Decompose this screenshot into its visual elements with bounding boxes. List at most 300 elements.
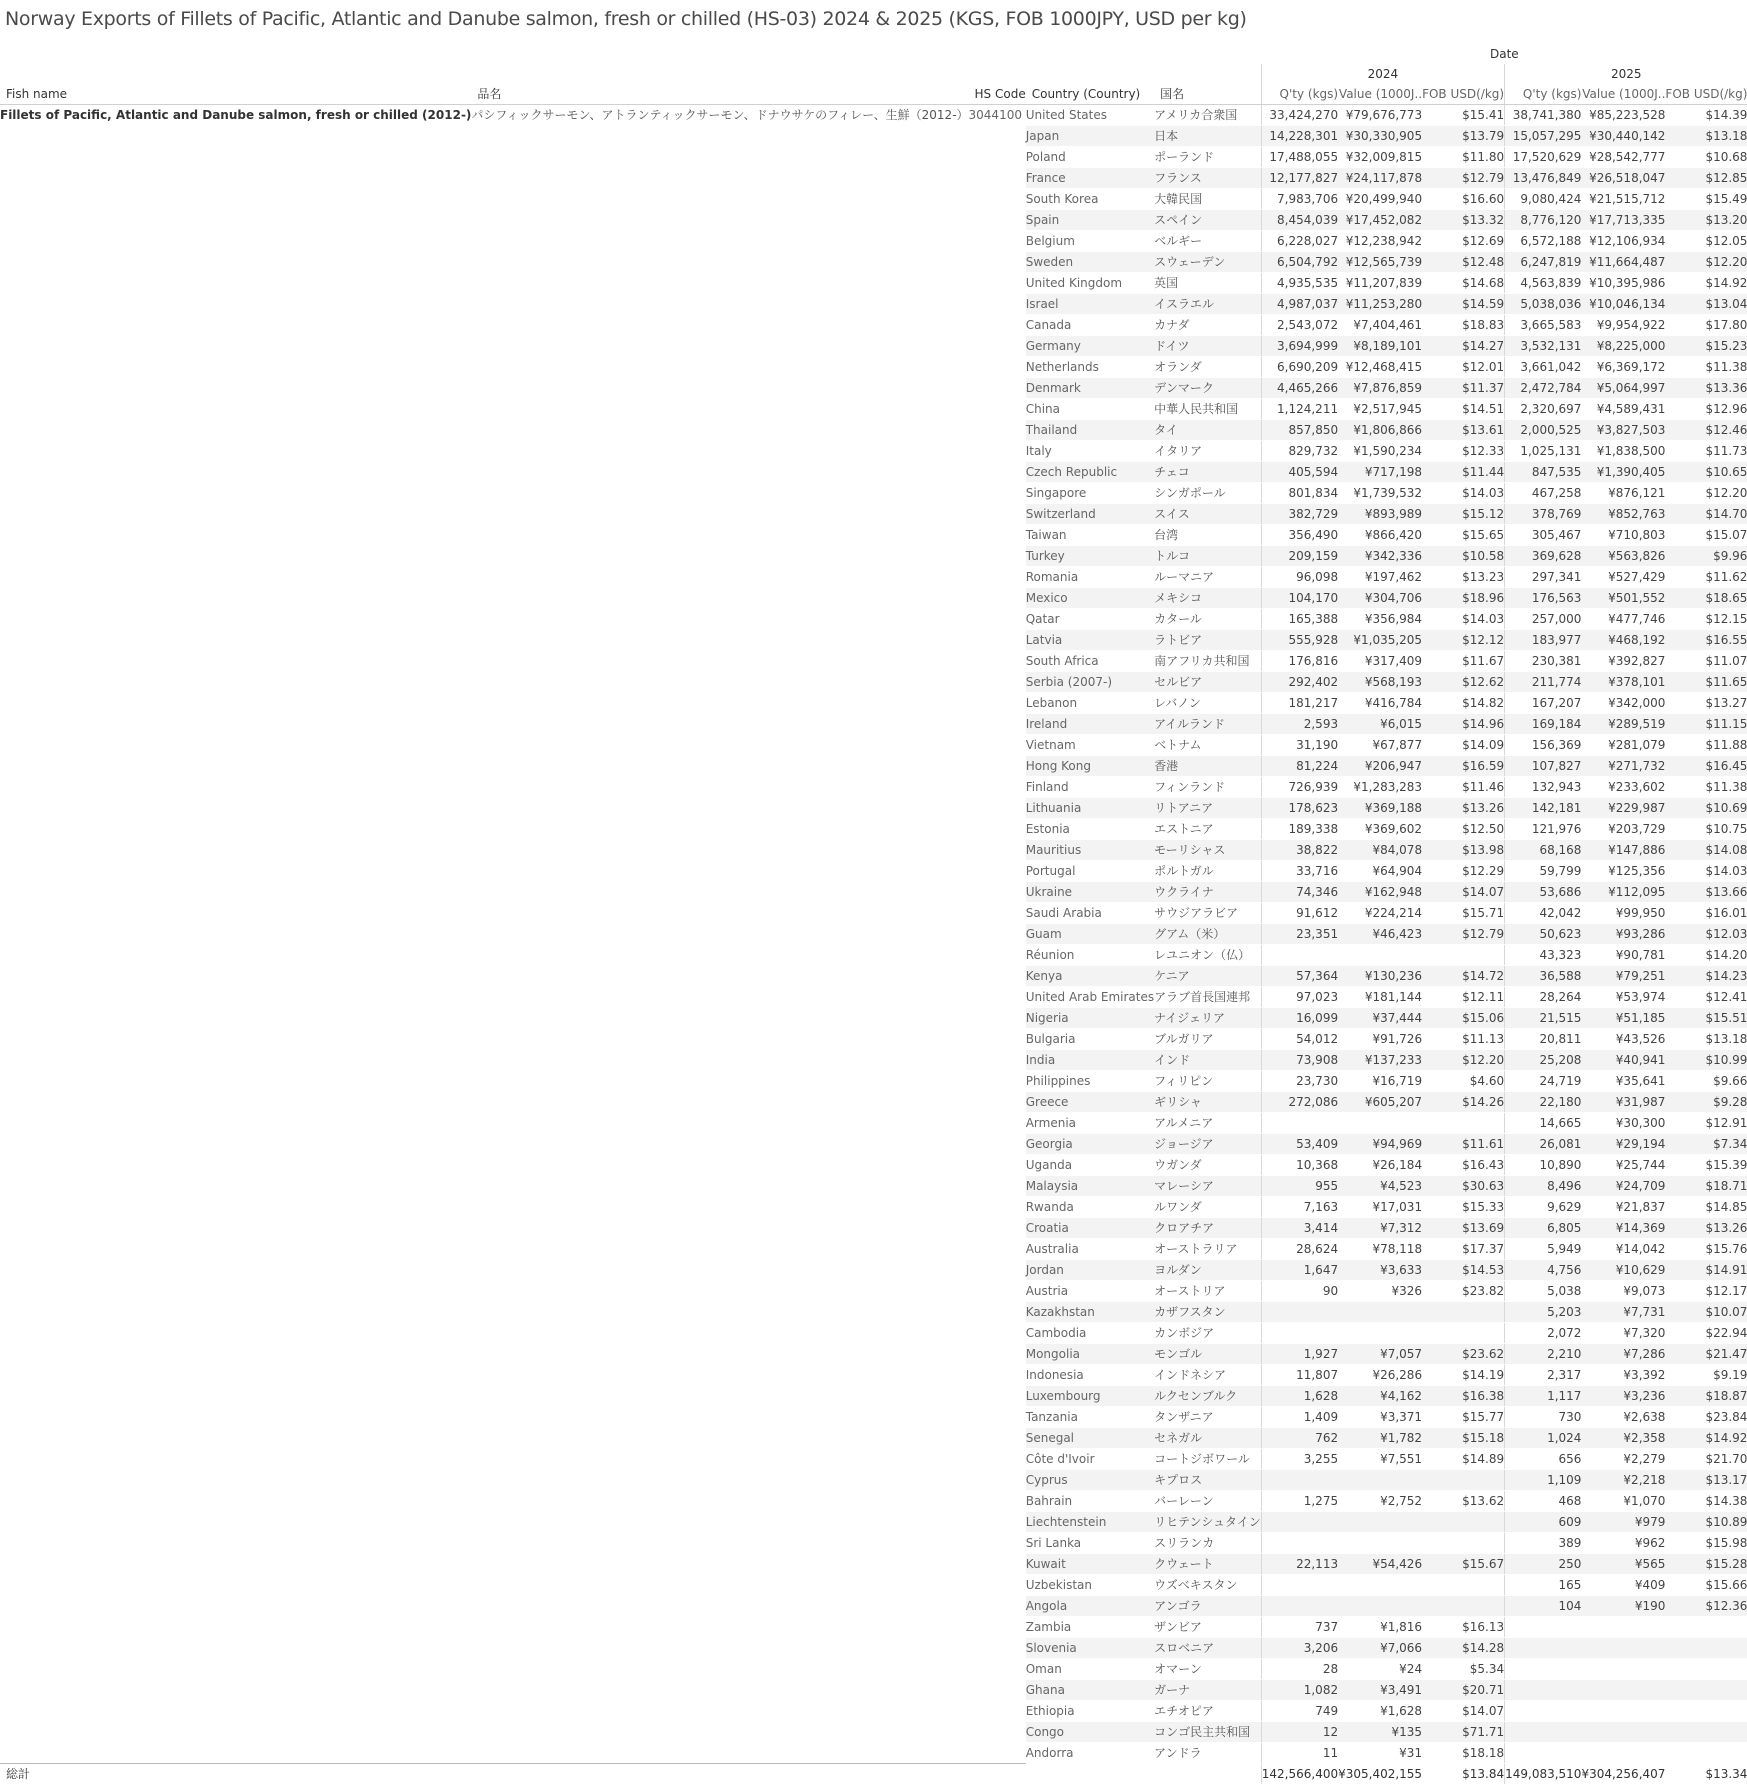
fob-2024-cell[interactable]: $13.79 — [1422, 126, 1505, 147]
country-jp-cell[interactable]: ルーマニア — [1154, 567, 1261, 588]
qty-2024-cell[interactable]: 189,338 — [1261, 819, 1338, 840]
country-cell[interactable]: Mexico — [1026, 588, 1154, 609]
fob-2024-cell[interactable]: $14.89 — [1422, 1449, 1505, 1470]
value-2025-cell[interactable]: ¥31,987 — [1581, 1092, 1665, 1113]
fob-2024-cell[interactable]: $14.53 — [1422, 1260, 1505, 1281]
fob-2025-cell[interactable]: $14.38 — [1665, 1491, 1747, 1512]
fob-2025-cell[interactable] — [1665, 1722, 1747, 1743]
value-2024-cell[interactable]: ¥32,009,815 — [1338, 147, 1422, 168]
value-2024-cell[interactable]: ¥304,706 — [1338, 588, 1422, 609]
fob-2025-cell[interactable]: $15.28 — [1665, 1554, 1747, 1575]
country-jp-cell[interactable]: オーストリア — [1154, 1281, 1261, 1302]
value-2025-cell[interactable]: ¥147,886 — [1581, 840, 1665, 861]
fob-2024-cell[interactable]: $11.80 — [1422, 147, 1505, 168]
country-cell[interactable]: Thailand — [1026, 420, 1154, 441]
country-cell[interactable]: Slovenia — [1026, 1638, 1154, 1659]
value-2025-cell[interactable] — [1581, 1722, 1665, 1743]
country-cell[interactable]: Greece — [1026, 1092, 1154, 1113]
country-jp-cell[interactable]: カタール — [1154, 609, 1261, 630]
fob-2024-cell[interactable]: $13.26 — [1422, 798, 1505, 819]
country-jp-cell[interactable]: デンマーク — [1154, 378, 1261, 399]
country-jp-cell[interactable]: イタリア — [1154, 441, 1261, 462]
qty-2024-cell[interactable]: 8,454,039 — [1261, 210, 1338, 231]
fob-2025-cell[interactable]: $9.28 — [1665, 1092, 1747, 1113]
qty-2024-cell[interactable]: 829,732 — [1261, 441, 1338, 462]
fob-2025-cell[interactable]: $13.18 — [1665, 126, 1747, 147]
fob-2024-cell[interactable]: $11.61 — [1422, 1134, 1505, 1155]
fob-2024-cell[interactable] — [1422, 1323, 1505, 1344]
country-jp-cell[interactable]: リヒテンシュタイン — [1154, 1512, 1261, 1533]
fob-2024-cell[interactable]: $5.34 — [1422, 1659, 1505, 1680]
qty-2024-cell[interactable]: 382,729 — [1261, 504, 1338, 525]
country-jp-header[interactable]: 国名 — [1154, 84, 1261, 105]
value-2024-cell[interactable]: ¥416,784 — [1338, 693, 1422, 714]
qty-2024-cell[interactable]: 74,346 — [1261, 882, 1338, 903]
qty-2025-cell[interactable]: 132,943 — [1505, 777, 1582, 798]
qty-2024-cell[interactable]: 4,987,037 — [1261, 294, 1338, 315]
qty-2025-cell[interactable]: 230,381 — [1505, 651, 1582, 672]
fob-2024-cell[interactable] — [1422, 1113, 1505, 1134]
qty-2025-cell[interactable] — [1505, 1659, 1582, 1680]
value-2024-cell[interactable]: ¥2,517,945 — [1338, 399, 1422, 420]
qty-2024-cell[interactable]: 181,217 — [1261, 693, 1338, 714]
qty-2025-cell[interactable]: 104 — [1505, 1596, 1582, 1617]
value-2025-cell[interactable]: ¥2,218 — [1581, 1470, 1665, 1491]
fob-2024-cell[interactable]: $11.13 — [1422, 1029, 1505, 1050]
fob-2025-cell[interactable] — [1665, 1638, 1747, 1659]
value-2025-cell[interactable]: ¥190 — [1581, 1596, 1665, 1617]
qty-2024-cell[interactable]: 22,113 — [1261, 1554, 1338, 1575]
qty-2025-cell[interactable]: 13,476,849 — [1505, 168, 1582, 189]
qty-2024-cell[interactable]: 178,623 — [1261, 798, 1338, 819]
fob-2025-header[interactable]: FOB USD(/kg) — [1665, 84, 1747, 105]
qty-2025-cell[interactable]: 59,799 — [1505, 861, 1582, 882]
qty-2025-cell[interactable]: 389 — [1505, 1533, 1582, 1554]
value-2024-cell[interactable]: ¥1,816 — [1338, 1617, 1422, 1638]
fob-2025-cell[interactable]: $9.96 — [1665, 546, 1747, 567]
value-2024-cell[interactable]: ¥4,523 — [1338, 1176, 1422, 1197]
value-2025-cell[interactable]: ¥2,358 — [1581, 1428, 1665, 1449]
value-2024-cell[interactable]: ¥893,989 — [1338, 504, 1422, 525]
country-cell[interactable]: Lebanon — [1026, 693, 1154, 714]
qty-2024-cell[interactable]: 4,465,266 — [1261, 378, 1338, 399]
qty-2025-header[interactable]: Q'ty (kgs) — [1505, 84, 1582, 105]
qty-2024-cell[interactable]: 31,190 — [1261, 735, 1338, 756]
jp-name-cell[interactable]: パシフィックサーモン、アトランティックサーモン、ドナウサケのフィレー、生鮮（2012-） — [471, 105, 968, 1764]
country-cell[interactable]: South Africa — [1026, 651, 1154, 672]
qty-2025-cell[interactable]: 169,184 — [1505, 714, 1582, 735]
country-cell[interactable]: Israel — [1026, 294, 1154, 315]
qty-2025-cell[interactable]: 656 — [1505, 1449, 1582, 1470]
country-cell[interactable]: Angola — [1026, 1596, 1154, 1617]
value-2025-cell[interactable]: ¥8,225,000 — [1581, 336, 1665, 357]
qty-2025-cell[interactable]: 467,258 — [1505, 483, 1582, 504]
country-cell[interactable]: Congo — [1026, 1722, 1154, 1743]
value-2024-cell[interactable]: ¥317,409 — [1338, 651, 1422, 672]
value-2025-cell[interactable]: ¥7,731 — [1581, 1302, 1665, 1323]
country-cell[interactable]: Jordan — [1026, 1260, 1154, 1281]
country-cell[interactable]: Oman — [1026, 1659, 1154, 1680]
country-cell[interactable]: Philippines — [1026, 1071, 1154, 1092]
qty-2025-cell[interactable]: 1,024 — [1505, 1428, 1582, 1449]
fob-2025-cell[interactable]: $12.41 — [1665, 987, 1747, 1008]
country-jp-cell[interactable]: ガーナ — [1154, 1680, 1261, 1701]
country-cell[interactable]: Poland — [1026, 147, 1154, 168]
fob-2024-cell[interactable]: $16.59 — [1422, 756, 1505, 777]
country-jp-cell[interactable]: トルコ — [1154, 546, 1261, 567]
fob-2025-cell[interactable]: $14.92 — [1665, 1428, 1747, 1449]
country-cell[interactable]: Georgia — [1026, 1134, 1154, 1155]
qty-2024-cell[interactable] — [1261, 1596, 1338, 1617]
country-jp-cell[interactable]: アンゴラ — [1154, 1596, 1261, 1617]
fob-2025-cell[interactable]: $15.23 — [1665, 336, 1747, 357]
country-jp-cell[interactable]: モーリシャス — [1154, 840, 1261, 861]
value-2024-cell[interactable]: ¥7,312 — [1338, 1218, 1422, 1239]
country-cell[interactable]: China — [1026, 399, 1154, 420]
qty-2025-cell[interactable]: 6,805 — [1505, 1218, 1582, 1239]
value-2024-cell[interactable]: ¥369,188 — [1338, 798, 1422, 819]
value-2025-cell[interactable]: ¥468,192 — [1581, 630, 1665, 651]
qty-2025-cell[interactable]: 2,472,784 — [1505, 378, 1582, 399]
fob-2024-cell[interactable] — [1422, 1596, 1505, 1617]
country-cell[interactable]: Qatar — [1026, 609, 1154, 630]
value-2025-cell[interactable] — [1581, 1638, 1665, 1659]
value-2024-cell[interactable]: ¥162,948 — [1338, 882, 1422, 903]
value-2025-cell[interactable]: ¥501,552 — [1581, 588, 1665, 609]
country-cell[interactable]: Croatia — [1026, 1218, 1154, 1239]
value-2025-cell[interactable]: ¥25,744 — [1581, 1155, 1665, 1176]
value-2024-cell[interactable]: ¥130,236 — [1338, 966, 1422, 987]
qty-2025-cell[interactable]: 176,563 — [1505, 588, 1582, 609]
fob-2025-cell[interactable]: $15.76 — [1665, 1239, 1747, 1260]
fob-2024-cell[interactable]: $14.51 — [1422, 399, 1505, 420]
fob-2024-cell[interactable]: $11.67 — [1422, 651, 1505, 672]
qty-2024-cell[interactable]: 405,594 — [1261, 462, 1338, 483]
fob-2025-cell[interactable]: $14.08 — [1665, 840, 1747, 861]
fob-2025-cell[interactable]: $14.85 — [1665, 1197, 1747, 1218]
fob-2025-cell[interactable]: $11.62 — [1665, 567, 1747, 588]
fob-2024-cell[interactable]: $12.01 — [1422, 357, 1505, 378]
value-2025-cell[interactable]: ¥90,781 — [1581, 945, 1665, 966]
value-2024-cell[interactable]: ¥1,283,283 — [1338, 777, 1422, 798]
country-cell[interactable]: Nigeria — [1026, 1008, 1154, 1029]
value-2025-cell[interactable]: ¥2,279 — [1581, 1449, 1665, 1470]
country-cell[interactable]: Ghana — [1026, 1680, 1154, 1701]
fob-2024-cell[interactable]: $15.71 — [1422, 903, 1505, 924]
country-cell[interactable]: Serbia (2007-) — [1026, 672, 1154, 693]
value-2025-cell[interactable]: ¥342,000 — [1581, 693, 1665, 714]
value-2025-cell[interactable] — [1581, 1701, 1665, 1722]
country-cell[interactable]: Netherlands — [1026, 357, 1154, 378]
qty-2024-cell[interactable]: 104,170 — [1261, 588, 1338, 609]
value-2025-cell[interactable]: ¥125,356 — [1581, 861, 1665, 882]
qty-2024-cell[interactable] — [1261, 1470, 1338, 1491]
value-2024-cell[interactable]: ¥11,253,280 — [1338, 294, 1422, 315]
qty-2025-cell[interactable]: 142,181 — [1505, 798, 1582, 819]
qty-2025-cell[interactable]: 28,264 — [1505, 987, 1582, 1008]
value-2024-header[interactable]: Value (1000J.. — [1338, 84, 1422, 105]
fob-2025-cell[interactable]: $10.65 — [1665, 462, 1747, 483]
qty-2024-cell[interactable]: 1,124,211 — [1261, 399, 1338, 420]
value-2025-cell[interactable]: ¥26,518,047 — [1581, 168, 1665, 189]
fob-2024-cell[interactable]: $14.26 — [1422, 1092, 1505, 1113]
qty-2025-cell[interactable]: 50,623 — [1505, 924, 1582, 945]
qty-2025-cell[interactable]: 730 — [1505, 1407, 1582, 1428]
value-2025-cell[interactable]: ¥281,079 — [1581, 735, 1665, 756]
qty-2024-cell[interactable]: 762 — [1261, 1428, 1338, 1449]
country-cell[interactable]: Liechtenstein — [1026, 1512, 1154, 1533]
value-2025-cell[interactable] — [1581, 1617, 1665, 1638]
country-jp-cell[interactable]: イスラエル — [1154, 294, 1261, 315]
qty-2024-cell[interactable]: 17,488,055 — [1261, 147, 1338, 168]
country-jp-cell[interactable]: 南アフリカ共和国 — [1154, 651, 1261, 672]
qty-2025-cell[interactable]: 6,572,188 — [1505, 231, 1582, 252]
value-2025-cell[interactable]: ¥3,236 — [1581, 1386, 1665, 1407]
fob-2025-cell[interactable]: $14.70 — [1665, 504, 1747, 525]
country-jp-cell[interactable]: エストニア — [1154, 819, 1261, 840]
qty-2025-cell[interactable]: 5,203 — [1505, 1302, 1582, 1323]
fob-2025-cell[interactable]: $10.68 — [1665, 147, 1747, 168]
fob-2024-cell[interactable]: $15.18 — [1422, 1428, 1505, 1449]
country-jp-cell[interactable]: サウジアラビア — [1154, 903, 1261, 924]
qty-2025-cell[interactable]: 121,976 — [1505, 819, 1582, 840]
value-2024-cell[interactable]: ¥1,739,532 — [1338, 483, 1422, 504]
country-cell[interactable]: Italy — [1026, 441, 1154, 462]
value-2025-cell[interactable]: ¥7,320 — [1581, 1323, 1665, 1344]
value-2024-cell[interactable]: ¥84,078 — [1338, 840, 1422, 861]
value-2024-cell[interactable]: ¥7,057 — [1338, 1344, 1422, 1365]
fob-2024-cell[interactable]: $10.58 — [1422, 546, 1505, 567]
value-2024-cell[interactable]: ¥26,184 — [1338, 1155, 1422, 1176]
fob-2024-cell[interactable]: $18.96 — [1422, 588, 1505, 609]
country-cell[interactable]: Finland — [1026, 777, 1154, 798]
value-2024-cell[interactable]: ¥26,286 — [1338, 1365, 1422, 1386]
country-cell[interactable]: Uganda — [1026, 1155, 1154, 1176]
fob-2025-cell[interactable]: $11.15 — [1665, 714, 1747, 735]
qty-2025-cell[interactable]: 156,369 — [1505, 735, 1582, 756]
country-cell[interactable]: Portugal — [1026, 861, 1154, 882]
fob-2025-cell[interactable]: $12.85 — [1665, 168, 1747, 189]
fob-2025-cell[interactable] — [1665, 1659, 1747, 1680]
fob-2025-cell[interactable]: $17.80 — [1665, 315, 1747, 336]
country-cell[interactable]: Kuwait — [1026, 1554, 1154, 1575]
country-jp-cell[interactable]: ルクセンブルク — [1154, 1386, 1261, 1407]
country-cell[interactable]: Kenya — [1026, 966, 1154, 987]
value-2025-cell[interactable]: ¥21,515,712 — [1581, 189, 1665, 210]
fob-2024-cell[interactable]: $14.03 — [1422, 483, 1505, 504]
country-jp-cell[interactable]: インドネシア — [1154, 1365, 1261, 1386]
qty-2025-cell[interactable]: 257,000 — [1505, 609, 1582, 630]
value-2025-cell[interactable]: ¥53,974 — [1581, 987, 1665, 1008]
value-2025-cell[interactable]: ¥3,392 — [1581, 1365, 1665, 1386]
value-2025-cell[interactable]: ¥565 — [1581, 1554, 1665, 1575]
qty-2024-cell[interactable]: 555,928 — [1261, 630, 1338, 651]
country-jp-cell[interactable]: ケニア — [1154, 966, 1261, 987]
country-jp-cell[interactable]: スペイン — [1154, 210, 1261, 231]
qty-2024-cell[interactable] — [1261, 1113, 1338, 1134]
country-jp-cell[interactable]: スイス — [1154, 504, 1261, 525]
country-jp-cell[interactable]: オマーン — [1154, 1659, 1261, 1680]
country-jp-cell[interactable]: ブルガリア — [1154, 1029, 1261, 1050]
qty-2025-cell[interactable]: 847,535 — [1505, 462, 1582, 483]
qty-2024-cell[interactable]: 2,593 — [1261, 714, 1338, 735]
qty-2025-cell[interactable]: 21,515 — [1505, 1008, 1582, 1029]
qty-2025-cell[interactable]: 167,207 — [1505, 693, 1582, 714]
value-2025-cell[interactable]: ¥477,746 — [1581, 609, 1665, 630]
value-2024-cell[interactable]: ¥369,602 — [1338, 819, 1422, 840]
qty-2024-cell[interactable]: 3,414 — [1261, 1218, 1338, 1239]
value-2025-cell[interactable]: ¥93,286 — [1581, 924, 1665, 945]
value-2024-cell[interactable]: ¥137,233 — [1338, 1050, 1422, 1071]
fob-2024-cell[interactable] — [1422, 1470, 1505, 1491]
country-cell[interactable]: Tanzania — [1026, 1407, 1154, 1428]
country-jp-cell[interactable]: インド — [1154, 1050, 1261, 1071]
value-2025-cell[interactable]: ¥40,941 — [1581, 1050, 1665, 1071]
fob-2025-cell[interactable] — [1665, 1743, 1747, 1764]
value-2024-cell[interactable]: ¥181,144 — [1338, 987, 1422, 1008]
country-cell[interactable]: United Arab Emirates — [1026, 987, 1154, 1008]
qty-2024-cell[interactable]: 33,716 — [1261, 861, 1338, 882]
fob-2024-cell[interactable]: $12.48 — [1422, 252, 1505, 273]
fob-2025-cell[interactable]: $12.46 — [1665, 420, 1747, 441]
qty-2024-cell[interactable]: 1,628 — [1261, 1386, 1338, 1407]
value-2024-cell[interactable]: ¥67,877 — [1338, 735, 1422, 756]
qty-2025-cell[interactable]: 1,109 — [1505, 1470, 1582, 1491]
fob-2024-cell[interactable]: $14.72 — [1422, 966, 1505, 987]
fob-2024-cell[interactable]: $12.33 — [1422, 441, 1505, 462]
value-2025-cell[interactable]: ¥43,526 — [1581, 1029, 1665, 1050]
fob-2025-cell[interactable]: $13.17 — [1665, 1470, 1747, 1491]
fob-2024-cell[interactable]: $15.67 — [1422, 1554, 1505, 1575]
country-jp-cell[interactable]: ポーランド — [1154, 147, 1261, 168]
fob-2025-cell[interactable]: $13.18 — [1665, 1029, 1747, 1050]
qty-2024-cell[interactable]: 292,402 — [1261, 672, 1338, 693]
fob-2024-cell[interactable]: $12.50 — [1422, 819, 1505, 840]
value-2024-cell[interactable]: ¥206,947 — [1338, 756, 1422, 777]
table-row[interactable] — [0, 105, 1747, 126]
value-2024-cell[interactable]: ¥866,420 — [1338, 525, 1422, 546]
country-jp-cell[interactable]: スウェーデン — [1154, 252, 1261, 273]
country-jp-cell[interactable]: ウズベキスタン — [1154, 1575, 1261, 1596]
value-2025-cell[interactable] — [1581, 1743, 1665, 1764]
fob-2025-cell[interactable]: $22.94 — [1665, 1323, 1747, 1344]
value-2025-cell[interactable]: ¥11,664,487 — [1581, 252, 1665, 273]
qty-2024-cell[interactable]: 97,023 — [1261, 987, 1338, 1008]
value-2024-cell[interactable]: ¥1,806,866 — [1338, 420, 1422, 441]
fob-2025-cell[interactable]: $14.20 — [1665, 945, 1747, 966]
value-2025-cell[interactable]: ¥962 — [1581, 1533, 1665, 1554]
value-2024-cell[interactable]: ¥12,468,415 — [1338, 357, 1422, 378]
qty-2025-cell[interactable]: 20,811 — [1505, 1029, 1582, 1050]
country-jp-cell[interactable]: ヨルダン — [1154, 1260, 1261, 1281]
country-cell[interactable]: Turkey — [1026, 546, 1154, 567]
value-2024-cell[interactable]: ¥64,904 — [1338, 861, 1422, 882]
country-cell[interactable]: Taiwan — [1026, 525, 1154, 546]
country-jp-cell[interactable]: 大韓民国 — [1154, 189, 1261, 210]
country-cell[interactable]: Latvia — [1026, 630, 1154, 651]
fob-2025-cell[interactable]: $13.66 — [1665, 882, 1747, 903]
fob-2025-cell[interactable]: $13.27 — [1665, 693, 1747, 714]
qty-2024-cell[interactable]: 737 — [1261, 1617, 1338, 1638]
country-jp-cell[interactable]: エチオピア — [1154, 1701, 1261, 1722]
country-cell[interactable]: Ethiopia — [1026, 1701, 1154, 1722]
country-cell[interactable]: Rwanda — [1026, 1197, 1154, 1218]
qty-2024-cell[interactable]: 6,690,209 — [1261, 357, 1338, 378]
value-2024-cell[interactable]: ¥12,565,739 — [1338, 252, 1422, 273]
qty-2025-cell[interactable] — [1505, 1701, 1582, 1722]
qty-2025-cell[interactable] — [1505, 1722, 1582, 1743]
qty-2025-cell[interactable]: 8,776,120 — [1505, 210, 1582, 231]
qty-2025-cell[interactable]: 1,117 — [1505, 1386, 1582, 1407]
value-2024-cell[interactable]: ¥7,404,461 — [1338, 315, 1422, 336]
fob-2024-cell[interactable]: $14.07 — [1422, 882, 1505, 903]
fob-2025-cell[interactable]: $12.03 — [1665, 924, 1747, 945]
country-jp-cell[interactable]: クウェート — [1154, 1554, 1261, 1575]
jp-name-header[interactable]: 品名 — [471, 84, 968, 105]
country-cell[interactable]: United States — [1026, 105, 1154, 126]
country-jp-cell[interactable]: アンドラ — [1154, 1743, 1261, 1764]
country-jp-cell[interactable]: タイ — [1154, 420, 1261, 441]
country-jp-cell[interactable]: キプロス — [1154, 1470, 1261, 1491]
value-2024-cell[interactable] — [1338, 945, 1422, 966]
qty-2025-cell[interactable]: 183,977 — [1505, 630, 1582, 651]
qty-2024-cell[interactable]: 3,694,999 — [1261, 336, 1338, 357]
value-2024-cell[interactable]: ¥1,035,205 — [1338, 630, 1422, 651]
qty-2025-cell[interactable]: 1,025,131 — [1505, 441, 1582, 462]
country-jp-cell[interactable]: ギリシャ — [1154, 1092, 1261, 1113]
fob-2024-cell[interactable]: $12.69 — [1422, 231, 1505, 252]
value-2024-cell[interactable]: ¥7,066 — [1338, 1638, 1422, 1659]
value-2024-cell[interactable]: ¥3,633 — [1338, 1260, 1422, 1281]
qty-2024-cell[interactable]: 6,504,792 — [1261, 252, 1338, 273]
fob-2024-cell[interactable] — [1422, 1533, 1505, 1554]
fob-2024-cell[interactable]: $13.62 — [1422, 1491, 1505, 1512]
country-jp-cell[interactable]: アメリカ合衆国 — [1154, 105, 1261, 126]
country-jp-cell[interactable]: フランス — [1154, 168, 1261, 189]
fob-2025-cell[interactable]: $7.34 — [1665, 1134, 1747, 1155]
value-2025-cell[interactable]: ¥7,286 — [1581, 1344, 1665, 1365]
qty-2025-cell[interactable]: 369,628 — [1505, 546, 1582, 567]
qty-2025-cell[interactable] — [1505, 1617, 1582, 1638]
fob-2024-cell[interactable]: $14.07 — [1422, 1701, 1505, 1722]
country-cell[interactable]: Canada — [1026, 315, 1154, 336]
fob-2025-cell[interactable]: $16.45 — [1665, 756, 1747, 777]
value-2024-cell[interactable]: ¥24,117,878 — [1338, 168, 1422, 189]
country-cell[interactable]: Andorra — [1026, 1743, 1154, 1764]
fob-2024-cell[interactable]: $15.41 — [1422, 105, 1505, 126]
qty-2024-cell[interactable]: 3,206 — [1261, 1638, 1338, 1659]
country-jp-cell[interactable]: アルメニア — [1154, 1113, 1261, 1134]
qty-2025-cell[interactable]: 2,317 — [1505, 1365, 1582, 1386]
fob-2024-cell[interactable]: $12.79 — [1422, 168, 1505, 189]
qty-2025-cell[interactable]: 25,208 — [1505, 1050, 1582, 1071]
qty-2025-cell[interactable]: 9,629 — [1505, 1197, 1582, 1218]
value-2024-cell[interactable]: ¥30,330,905 — [1338, 126, 1422, 147]
country-jp-cell[interactable]: ウガンダ — [1154, 1155, 1261, 1176]
qty-2025-cell[interactable]: 15,057,295 — [1505, 126, 1582, 147]
value-2024-cell[interactable]: ¥7,551 — [1338, 1449, 1422, 1470]
country-jp-cell[interactable]: シンガポール — [1154, 483, 1261, 504]
qty-2024-cell[interactable]: 28 — [1261, 1659, 1338, 1680]
fob-2024-cell[interactable]: $13.61 — [1422, 420, 1505, 441]
qty-2024-cell[interactable]: 1,275 — [1261, 1491, 1338, 1512]
value-2024-cell[interactable]: ¥20,499,940 — [1338, 189, 1422, 210]
fob-2025-cell[interactable]: $13.20 — [1665, 210, 1747, 231]
country-jp-cell[interactable]: リトアニア — [1154, 798, 1261, 819]
value-2025-cell[interactable]: ¥10,395,986 — [1581, 273, 1665, 294]
qty-2025-cell[interactable]: 2,000,525 — [1505, 420, 1582, 441]
fob-2025-cell[interactable]: $14.23 — [1665, 966, 1747, 987]
